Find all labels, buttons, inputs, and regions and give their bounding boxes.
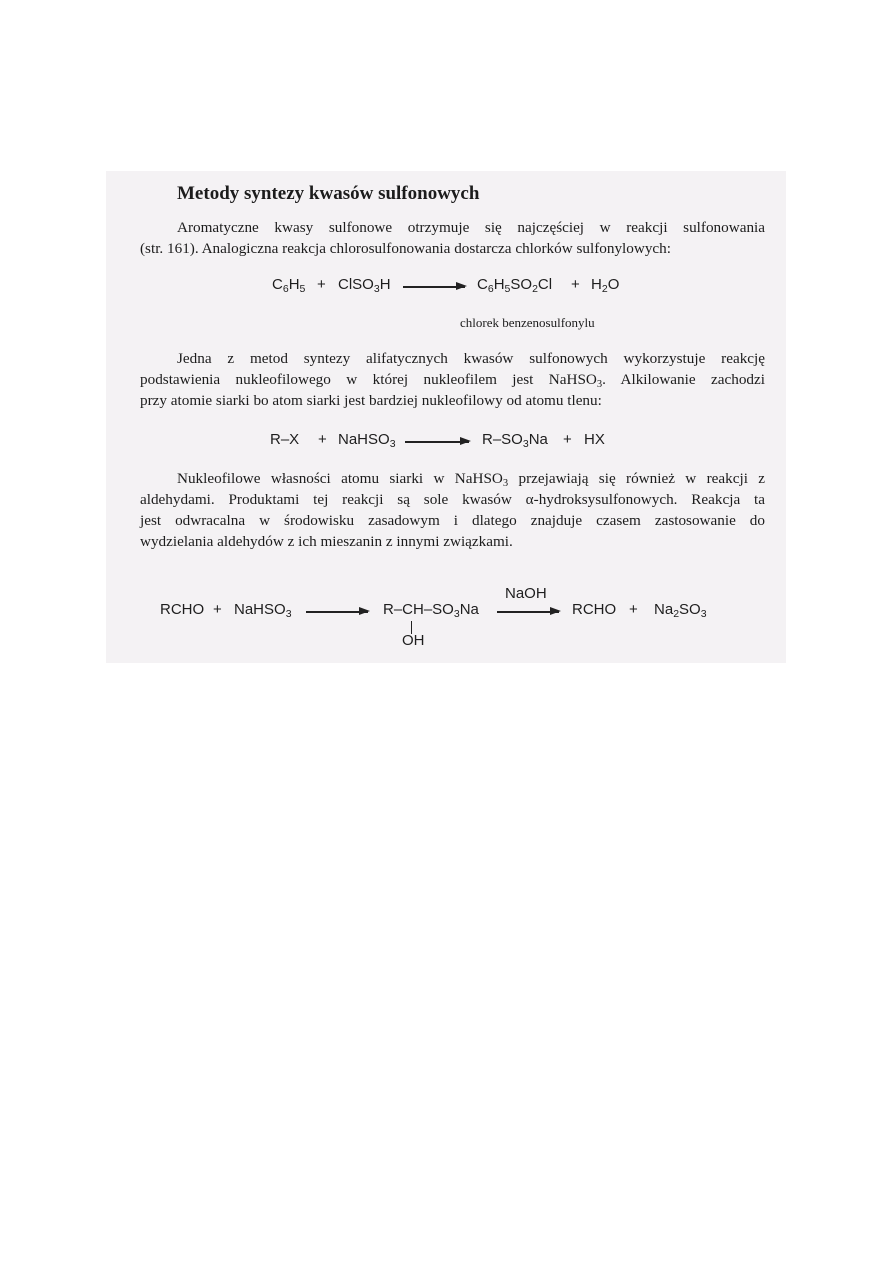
reaction-3-plus-1: + — [213, 601, 222, 618]
reaction-3-product-2: $Na_2SO_3$ — [654, 601, 707, 620]
paragraph-2-line-1: Jedna z metod syntezy alifatycznych kwasów sulfonowych wykorzystuje reakcję — [177, 350, 765, 367]
reaction-2-product-2: HX — [584, 431, 605, 448]
reaction-1-product-2: $H_2O$ — [591, 276, 620, 295]
reaction-3-reactant-2: NaHSO$_3$ — [234, 601, 292, 620]
reaction-2-plus-1: + — [318, 431, 327, 448]
reaction-1-reactant-1: $C_6H_5$ — [272, 276, 306, 295]
paragraph-3 — [140, 468, 765, 552]
reaction-3-product-1: RCHO — [572, 601, 617, 618]
reaction-2-arrow — [405, 441, 469, 443]
reaction-2-reactant-1: R–X — [270, 431, 300, 448]
paragraph-3-line-3: jest odwracalna w środowisku zasadowym i dlatego znajduje czasem zastosowanie do — [140, 512, 765, 529]
paragraph-1-line-1: Aromatyczne kwasy sulfonowe otrzymuje się najczęściej w reakcji sulfonowania — [177, 219, 765, 236]
paragraph-1 — [140, 217, 765, 259]
section-title: Metody syntezy kwasów sulfonowych — [177, 183, 480, 204]
paragraph-3-line-1: Nukleofilowe własności atomu siarki w NaHSO$_3$ przejawiają się również w reakcji z — [177, 470, 765, 489]
reaction-1-caption: chlorek benzenosulfonylu — [460, 315, 595, 330]
reaction-3-oh-substituent: OH — [402, 632, 425, 649]
reaction-2-plus-2: + — [563, 431, 572, 448]
reaction-3-reactant-1: RCHO — [160, 601, 205, 618]
reaction-3-arrow-1 — [306, 611, 368, 613]
paragraph-2-line-2: podstawienia nukleofilowego w której nukleofilem jest NaHSO$_3$. Alkilowanie zachodzi — [140, 371, 765, 390]
reaction-1-product-1: $C_6H_5SO_2Cl$ — [477, 276, 553, 295]
paragraph-1-line-2: (str. 161). Analogiczna reakcja chlorosulfonowania dostarcza chlorków sulfonylowych: — [140, 240, 671, 257]
paragraph-2-line-3: przy atomie siarki bo atom siarki jest bardziej nukleofilowy od atomu tlenu: — [140, 392, 602, 409]
reaction-1-plus-1: + — [317, 276, 326, 293]
reaction-1-plus-2: + — [571, 276, 580, 293]
reaction-1-arrow — [403, 286, 465, 288]
reaction-1-reactant-2: ClSO$_3$H — [338, 276, 391, 295]
reaction-3-plus-2: + — [629, 601, 638, 618]
paragraph-3-line-4: wydzielania aldehydów z ich mieszanin z innymi związkami. — [140, 533, 513, 550]
paragraph-2 — [140, 348, 765, 411]
reaction-3-intermediate: $R-CH-SO_3Na$ — [383, 601, 479, 620]
reaction-2-reactant-2: NaHSO$_3$ — [338, 431, 396, 450]
reaction-3-arrow-2 — [497, 611, 559, 613]
paragraph-3-line-2: aldehydami. Produktami tej reakcji są sole kwasów α-hydroksysulfonowych. Reakcja ta — [140, 491, 765, 508]
scanned-page — [106, 171, 786, 663]
reaction-3-reagent-naoh: NaOH — [505, 585, 547, 602]
reaction-2-product-1: $R-SO_3Na$ — [482, 431, 548, 450]
